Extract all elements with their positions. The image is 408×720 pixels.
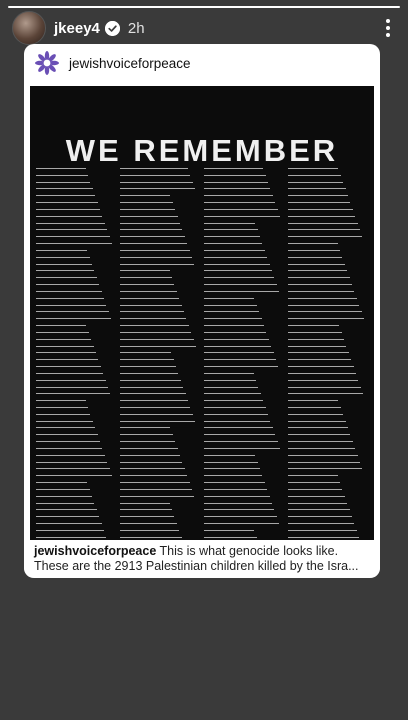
name-line (36, 373, 103, 374)
name-line (204, 250, 265, 251)
name-line (120, 332, 191, 333)
name-line (120, 291, 177, 292)
name-line (36, 168, 86, 169)
name-line (204, 332, 266, 333)
names-column (204, 168, 284, 572)
caption-username: jewishvoiceforpeace (34, 544, 157, 558)
name-line (120, 175, 190, 176)
name-line (120, 475, 187, 476)
name-line (204, 393, 261, 394)
name-line (36, 455, 105, 456)
name-line (204, 516, 277, 517)
name-line (204, 209, 278, 210)
name-line (120, 482, 190, 483)
name-line (288, 407, 341, 408)
name-line (36, 284, 99, 285)
name-line (36, 339, 91, 340)
names-column (36, 168, 116, 572)
name-line (120, 489, 192, 490)
name-line (204, 427, 273, 428)
name-line (288, 516, 352, 517)
name-line (288, 359, 351, 360)
name-line (204, 216, 280, 217)
name-line (288, 414, 343, 415)
name-line (36, 264, 92, 265)
name-line (36, 305, 106, 306)
name-line (288, 373, 356, 374)
name-line (120, 298, 179, 299)
name-line (288, 202, 350, 203)
name-line (120, 427, 170, 428)
post-caption[interactable] (24, 540, 380, 578)
name-line (36, 277, 97, 278)
name-line (120, 503, 170, 504)
name-line (36, 414, 90, 415)
name-line (204, 482, 265, 483)
name-line (120, 387, 183, 388)
name-line (36, 516, 99, 517)
name-line (36, 434, 98, 435)
name-line (204, 175, 266, 176)
name-line (36, 352, 96, 353)
name-line (204, 468, 260, 469)
name-line (36, 332, 89, 333)
name-line (120, 530, 179, 531)
name-line (204, 291, 279, 292)
name-line (36, 359, 98, 360)
name-line (120, 434, 173, 435)
name-line (36, 462, 107, 463)
name-line (36, 509, 97, 510)
name-line (120, 318, 186, 319)
name-line (288, 209, 353, 210)
name-line (36, 188, 93, 189)
name-line (288, 175, 341, 176)
name-line (288, 291, 354, 292)
name-line (120, 468, 185, 469)
name-line (288, 352, 349, 353)
name-line (204, 352, 274, 353)
names-column (288, 168, 368, 572)
name-line (120, 188, 195, 189)
name-line (204, 346, 271, 347)
name-line (36, 400, 86, 401)
name-line (204, 366, 278, 367)
name-line (288, 229, 360, 230)
name-line (36, 537, 106, 538)
name-line (120, 496, 194, 497)
name-line (36, 311, 109, 312)
post-author[interactable]: jewishvoiceforpeace (69, 55, 191, 71)
name-line (36, 380, 106, 381)
name-line (288, 284, 352, 285)
name-line (36, 441, 100, 442)
name-line (204, 359, 276, 360)
name-line (120, 455, 180, 456)
name-line (36, 523, 102, 524)
name-line (36, 202, 98, 203)
name-line (204, 305, 257, 306)
username[interactable]: jkeey4 (54, 19, 100, 37)
name-line (120, 366, 176, 367)
names-column (120, 168, 200, 572)
name-line (204, 277, 274, 278)
name-line (120, 270, 170, 271)
name-line (204, 380, 256, 381)
name-line (204, 168, 263, 169)
name-line (36, 236, 110, 237)
name-line (204, 400, 263, 401)
name-line (120, 236, 185, 237)
name-line (288, 448, 355, 449)
shared-post-card[interactable] (24, 44, 380, 578)
name-line (120, 414, 193, 415)
name-line (120, 250, 190, 251)
name-line (36, 325, 86, 326)
name-line (288, 441, 353, 442)
name-line (36, 407, 88, 408)
name-line (120, 537, 182, 538)
name-line (204, 182, 268, 183)
name-line (288, 264, 345, 265)
name-line (288, 400, 338, 401)
name-line (36, 503, 94, 504)
name-line (288, 509, 350, 510)
name-line (288, 503, 347, 504)
post-image[interactable] (30, 86, 374, 578)
name-line (36, 489, 90, 490)
name-line (36, 496, 92, 497)
name-line (36, 243, 112, 244)
name-line (288, 257, 342, 258)
story-progress-bar (8, 6, 400, 8)
name-line (120, 223, 180, 224)
name-line (204, 236, 260, 237)
name-line (204, 188, 270, 189)
name-line (288, 366, 354, 367)
name-line (120, 325, 189, 326)
name-line (204, 264, 270, 265)
name-line (120, 352, 171, 353)
name-line (36, 209, 100, 210)
story-progress-fill (8, 6, 400, 8)
name-line (36, 482, 87, 483)
name-line (288, 380, 358, 381)
name-line (288, 427, 348, 428)
poster-headline: WE REMEMBER (65, 133, 339, 168)
name-line (36, 427, 95, 428)
name-line (288, 523, 354, 524)
name-line (204, 270, 272, 271)
name-line (288, 243, 338, 244)
name-line (36, 318, 111, 319)
name-line (120, 305, 182, 306)
name-line (120, 284, 174, 285)
name-line (204, 229, 258, 230)
name-line (288, 318, 364, 319)
name-line (204, 475, 262, 476)
name-line (120, 243, 187, 244)
name-line (204, 195, 273, 196)
name-line (36, 175, 88, 176)
name-line (288, 530, 357, 531)
name-line (120, 195, 170, 196)
timestamp: 2h (127, 19, 145, 37)
name-line (204, 243, 262, 244)
name-line (288, 277, 350, 278)
name-line (288, 250, 340, 251)
name-line (204, 298, 254, 299)
name-line (288, 311, 362, 312)
name-line (204, 311, 259, 312)
name-line (288, 393, 363, 394)
name-line (204, 387, 258, 388)
name-line (36, 475, 112, 476)
name-line (36, 366, 101, 367)
name-line (120, 462, 182, 463)
name-line (120, 380, 181, 381)
name-line (204, 496, 270, 497)
name-line (120, 216, 178, 217)
name-line (288, 489, 342, 490)
verified-badge-icon (105, 21, 120, 36)
name-line (288, 537, 359, 538)
name-line (120, 311, 184, 312)
name-line (288, 421, 346, 422)
name-line (288, 434, 350, 435)
name-line (120, 448, 178, 449)
name-line (204, 462, 258, 463)
name-line (120, 393, 186, 394)
name-line (120, 373, 178, 374)
name-line (120, 209, 175, 210)
name-line (120, 257, 192, 258)
name-line (204, 339, 269, 340)
name-line (120, 182, 193, 183)
name-line (204, 373, 254, 374)
name-line (288, 236, 362, 237)
name-line (36, 270, 94, 271)
name-line (120, 516, 174, 517)
name-line (36, 182, 90, 183)
name-line (120, 277, 172, 278)
avatar[interactable] (12, 11, 46, 45)
name-line (204, 325, 264, 326)
name-line (36, 448, 102, 449)
name-line (288, 168, 338, 169)
name-line (204, 489, 267, 490)
name-line (36, 421, 93, 422)
name-line (288, 387, 361, 388)
name-line (120, 346, 196, 347)
jvp-logo-icon (34, 50, 60, 76)
name-line (204, 318, 262, 319)
name-line (288, 468, 362, 469)
name-line (120, 168, 188, 169)
name-line (36, 387, 108, 388)
name-line (204, 448, 280, 449)
name-line (288, 462, 360, 463)
name-line (288, 482, 340, 483)
name-line (36, 346, 94, 347)
name-line (288, 223, 358, 224)
name-line (288, 182, 343, 183)
name-line (204, 414, 268, 415)
name-line (204, 537, 257, 538)
name-line (288, 339, 344, 340)
name-line (288, 298, 357, 299)
name-line (120, 441, 175, 442)
name-line (120, 400, 188, 401)
name-line (204, 434, 275, 435)
name-line (288, 188, 346, 189)
name-line (36, 468, 110, 469)
name-line (204, 530, 254, 531)
name-line (288, 346, 346, 347)
more-options-icon[interactable] (378, 18, 398, 38)
name-line (288, 305, 359, 306)
name-line (36, 298, 104, 299)
name-line (204, 407, 266, 408)
name-line (204, 509, 274, 510)
name-line (120, 202, 173, 203)
name-line (204, 284, 277, 285)
name-line (288, 496, 345, 497)
name-line (204, 223, 255, 224)
story-header (12, 10, 398, 46)
name-line (120, 229, 182, 230)
name-line (36, 530, 104, 531)
post-header (24, 44, 380, 82)
name-line (36, 223, 105, 224)
name-line (120, 359, 174, 360)
name-line (36, 195, 95, 196)
name-line (288, 216, 355, 217)
name-line (120, 523, 177, 524)
name-line (120, 407, 190, 408)
caption-text-line1: This is what genocide looks like. (156, 544, 339, 558)
name-line (36, 291, 102, 292)
name-line (120, 509, 172, 510)
name-line (204, 503, 272, 504)
name-line (288, 325, 339, 326)
name-line (36, 250, 87, 251)
name-line (120, 264, 194, 265)
name-line (36, 216, 102, 217)
name-line (36, 257, 90, 258)
name-line (36, 229, 107, 230)
name-line (120, 421, 195, 422)
name-line (204, 523, 279, 524)
name-line (204, 421, 270, 422)
name-line (36, 393, 110, 394)
name-line (288, 270, 347, 271)
name-line (120, 339, 194, 340)
name-line (288, 332, 342, 333)
name-line (204, 441, 278, 442)
name-line (204, 455, 255, 456)
name-line (204, 202, 275, 203)
name-line (288, 475, 338, 476)
name-line (288, 455, 358, 456)
names-list (36, 168, 368, 572)
name-line (288, 195, 348, 196)
caption-text-line2: These are the 2913 Palestinian children killed by the Isra... (34, 559, 359, 573)
name-line (204, 257, 267, 258)
